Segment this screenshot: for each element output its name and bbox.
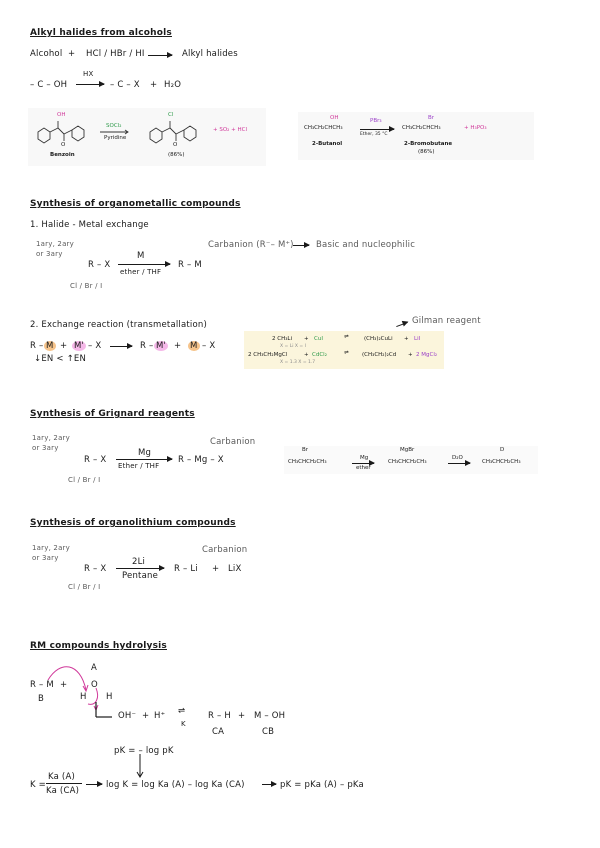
pk-definition: pK = – log pK <box>114 746 174 756</box>
lithium-iodide: LiI <box>414 336 421 342</box>
reaction-arrow <box>352 463 374 464</box>
equilibrium-constant-k: K <box>181 720 186 728</box>
water-hydrogen-1: H <box>80 692 87 702</box>
acid-label: A <box>91 663 98 673</box>
degree-label-2: or 3ary <box>36 250 63 258</box>
organometallic-rm: R – M <box>30 680 54 690</box>
basic-nucleophilic-note: Basic and nucleophilic <box>316 240 416 250</box>
log-k-equation: log K = log Ka (A) – log Ka (CA) <box>106 780 245 790</box>
plus-sign: + <box>212 564 220 574</box>
water-hydrogen-2: H <box>106 692 113 702</box>
grignard-formula: CH₃CHCH₂CH₃ <box>388 459 427 465</box>
byproducts: + SO₂ + HCl <box>213 127 247 133</box>
general-alkyl-halide: – C – X <box>110 80 140 90</box>
reaction-arrow <box>148 55 172 56</box>
metal-hydroxide: M – OH <box>254 711 286 721</box>
reagent-pyridine: Pyridine <box>104 135 127 141</box>
gilman-reagent: (CH₃)₂CuLi <box>364 336 393 342</box>
equilibrium-arrow: ⇌ <box>344 350 349 356</box>
plus-sign: + <box>174 341 182 351</box>
metal-m-highlight <box>44 341 56 351</box>
reaction-arrow <box>116 568 164 569</box>
organolithium: R – Li <box>174 564 198 574</box>
reagent-conditions: Ether, 35 °C <box>360 132 388 137</box>
byproduct-h3po3: + H₃PO₃ <box>464 125 487 131</box>
section-title-organolithium: Synthesis of organolithium compounds <box>30 518 236 528</box>
metal-m-prime: M' <box>156 341 167 351</box>
carbanion-note: Carbanion <box>202 545 248 555</box>
deuterated-butane-formula: CH₃CHCH₂CH₃ <box>482 459 521 465</box>
grignard-example-panel <box>284 446 538 474</box>
tm-x: – X <box>88 341 102 351</box>
conjugate-acid-label: CA <box>212 727 225 737</box>
gilman-reactions-panel <box>244 331 444 369</box>
section-title-hydrolysis: RM compounds hydrolysis <box>30 641 167 651</box>
reaction-arrow <box>110 346 132 347</box>
magnesium-chloride: 2 MgCl₂ <box>416 352 438 358</box>
metal-m: M <box>46 341 54 351</box>
tm-r2: R – <box>140 341 154 351</box>
methyllithium: 2 CH₃Li <box>272 336 293 342</box>
reagent-hx: HX <box>83 70 94 78</box>
copper-iodide: CuI <box>314 336 323 342</box>
ethylmagnesium-chloride: 2 CH₃CH₂MgCl <box>248 352 288 358</box>
plus-sign: + <box>408 352 413 358</box>
alkyl-halide-rx: R – X <box>84 564 107 574</box>
metal-m: M <box>190 341 198 351</box>
carbanion-note: Carbanion (R⁻– M⁺) <box>208 240 294 250</box>
plus-sign: + <box>304 352 309 358</box>
grignard-reagent: R – Mg – X <box>178 455 224 465</box>
metal-m-prime-highlight <box>154 341 168 351</box>
section-title-alkyl-halides: Alkyl halides from alcohols <box>30 28 172 38</box>
degree-label: 1ary, 2ary <box>32 434 70 442</box>
halides-note: Cl / Br / I <box>70 282 103 290</box>
hydroxide-ion: OH⁻ <box>118 711 137 721</box>
arrow <box>262 784 276 785</box>
subsection-transmetallation: 2. Exchange reaction (transmetallation) <box>30 320 207 330</box>
solvent-ether-thf: ether / THF <box>120 268 162 276</box>
tm-x2: – X <box>202 341 216 351</box>
equation-alcohol: Alcohol <box>30 49 63 59</box>
halides-note: Cl / Br / I <box>68 476 101 484</box>
carbonyl-label: O <box>173 142 178 148</box>
bromobutane-formula: CH₃CHCH₂CH₃ <box>288 459 327 465</box>
yield-label: (86%) <box>418 149 435 155</box>
reaction-arrow <box>118 264 170 265</box>
butanol-reaction-panel <box>298 112 534 160</box>
reaction-arrow <box>76 84 104 85</box>
lithium-halide: LiX <box>228 564 242 574</box>
solvent-ether: ether <box>356 465 371 471</box>
plus-sign: + <box>142 711 150 721</box>
diethylcadmium: (CH₃CH₂)₂Cd <box>362 352 397 358</box>
benzoin-name: Benzoin <box>50 152 75 158</box>
lithium: 2Li <box>132 557 146 567</box>
hydroxyl-label: OH <box>330 115 339 121</box>
general-alcohol: – C – OH <box>30 80 68 90</box>
chlorine-label: Cl <box>168 112 174 118</box>
bromobutane-name: 2-Bromobutane <box>404 141 453 147</box>
plus-sign: + <box>150 80 158 90</box>
bromobutane-formula: CH₃CH₂CHCH₃ <box>402 125 441 131</box>
degree-label-2: or 3ary <box>32 444 59 452</box>
plus-sign: + <box>304 336 309 342</box>
benzoin-reaction-panel <box>28 108 266 166</box>
equilibrium-arrow: ⇌ <box>344 334 349 340</box>
magnesium: Mg <box>360 455 369 461</box>
water: H₂O <box>164 80 182 90</box>
bromine-label: Br <box>302 447 309 453</box>
reagent-hx-acids: HCl / HBr / HI <box>86 49 145 59</box>
equilibrium-arrow: ⇌ <box>178 706 186 716</box>
ka-conjugate-acid: Ka (CA) <box>46 786 80 796</box>
butanol-formula: CH₃CH₂CHCH₃ <box>304 125 343 131</box>
degree-label-2: or 3ary <box>32 554 59 562</box>
subsection-halide-metal-exchange: 1. Halide - Metal exchange <box>30 220 149 230</box>
arrow <box>293 245 309 246</box>
reaction-arrow <box>448 463 470 464</box>
electronegativity-values: X = Li X = I <box>280 344 306 349</box>
butanol-name: 2-Butanol <box>312 141 343 147</box>
fraction-bar <box>46 783 82 784</box>
hydroxyl-label: OH <box>57 112 66 118</box>
bromine-label: Br <box>428 115 435 121</box>
reagent-socl2: SOCl₂ <box>106 123 122 129</box>
metal-m-prime: M' <box>74 341 85 351</box>
gilman-reagent-label: Gilman reagent <box>412 316 481 326</box>
solvent-ether-thf: Ether / THF <box>118 462 160 470</box>
heavy-water: D₂O <box>452 455 463 461</box>
degree-label: 1ary, 2ary <box>36 240 74 248</box>
magnesium: Mg <box>138 448 152 458</box>
cadmium-chloride: CdCl₂ <box>312 352 327 358</box>
plus-sign: + <box>68 49 76 59</box>
alkyl-halide-rx: R – X <box>84 455 107 465</box>
tm-r: R – <box>30 341 44 351</box>
reaction-arrow <box>116 459 172 460</box>
metal-m-highlight <box>188 341 200 351</box>
plus-sign: + <box>404 336 409 342</box>
reagent-pbr3: PBr₃ <box>370 118 382 124</box>
electronegativity-note: ↓EN < ↑EN <box>34 354 87 364</box>
degree-label: 1ary, 2ary <box>32 544 70 552</box>
solvent-pentane: Pentane <box>122 571 158 581</box>
metal-m-prime-highlight <box>72 341 86 351</box>
yield-label: (86%) <box>168 152 185 158</box>
plus-sign: + <box>238 711 246 721</box>
hydrocarbon-rh: R – H <box>208 711 231 721</box>
reaction-arrow <box>360 129 394 130</box>
gilman-pointer-arrow <box>396 322 408 327</box>
plus-sign: + <box>60 680 68 690</box>
proton: H⁺ <box>154 711 166 721</box>
section-title-grignard: Synthesis of Grignard reagents <box>30 409 195 419</box>
section-title-organometallic: Synthesis of organometallic compounds <box>30 199 241 209</box>
ka-acid: Ka (A) <box>48 772 75 782</box>
magnesium-bromide-label: MgBr <box>400 447 415 453</box>
metal-m: M <box>137 251 145 261</box>
halides-note: Cl / Br / I <box>68 583 101 591</box>
carbanion-note: Carbanion <box>210 437 256 447</box>
conjugate-base-label: CB <box>262 727 275 737</box>
k-equals: K = <box>30 780 46 790</box>
electronegativity-values: X = 1.3 X = 1.7 <box>280 360 316 365</box>
product-alkyl-halides: Alkyl halides <box>182 49 238 59</box>
alkyl-halide-rx: R – X <box>88 260 111 270</box>
plus-sign: + <box>60 341 68 351</box>
base-label: B <box>38 694 45 704</box>
arrow <box>86 784 102 785</box>
organometallic-rm: R – M <box>178 260 202 270</box>
carbonyl-label: O <box>61 142 66 148</box>
water-oxygen: O <box>91 680 98 690</box>
deuterium-label: D <box>500 447 505 453</box>
pk-final-equation: pK = pKa (A) – pKa <box>280 780 364 790</box>
